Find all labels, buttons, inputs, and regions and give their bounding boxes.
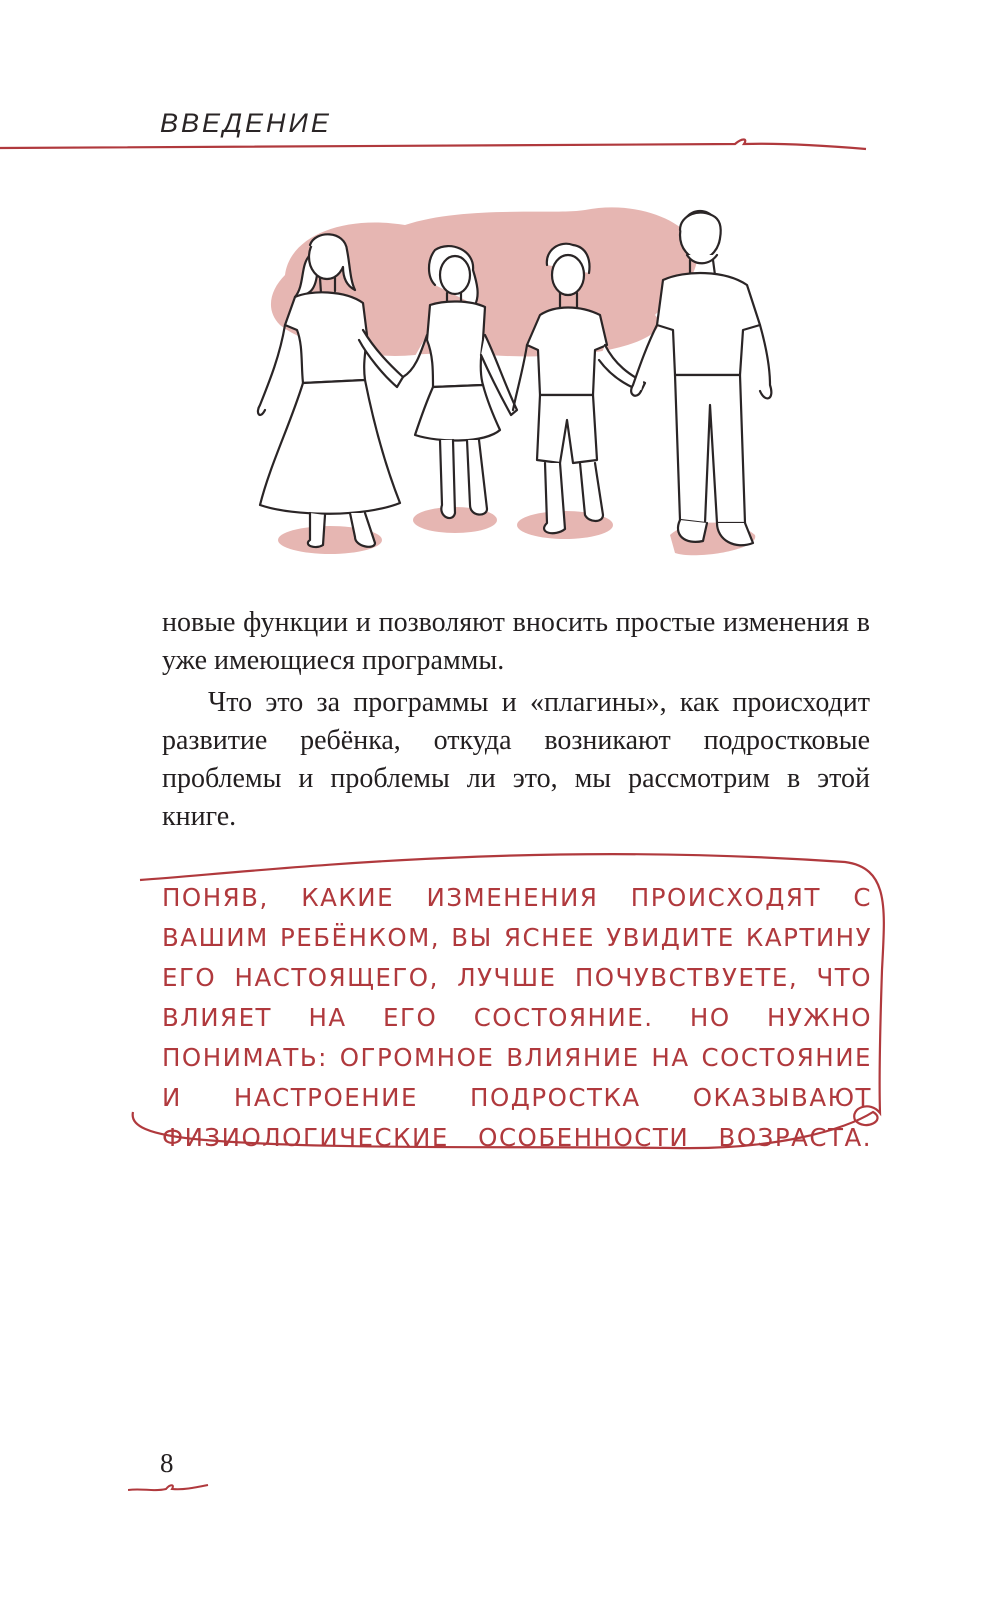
running-head-title: ВВЕДЕНИЕ [160, 108, 332, 138]
callout-text: ПОНЯВ, КАКИЕ ИЗМЕНЕНИЯ ПРОИСХОДЯТ С ВАШИМ РЕБЁНКОМ, ВЫ ЯСНЕЕ УВИДИТЕ КАРТИНУ ЕГО НАСТОЯЩЕГО, ЛУЧШЕ ПОЧУВСТВУЕТЕ, ЧТО ВЛИЯЕТ НА ЕГО СОСТОЯНИЕ. НО НУЖНО ПОНИМАТЬ: ОГРОМНОЕ ВЛИЯНИЕ НА СОСТОЯНИЕ И НАСТРОЕНИЕ ПОДРОСТКА ОКАЗЫВАЮТ ФИЗИОЛОГИЧЕСКИЕ ОСОБЕННОСТИ ВОЗРАСТА. [162, 883, 872, 1152]
header-rule [0, 132, 880, 158]
body-paragraph-2: Что это за программы и «плагины», как происходит развитие ребёнка, откуда возникают подростковые проблемы и проблемы ли это, мы рассмотрим в этой книге. [162, 687, 870, 832]
family-illustration [255, 205, 785, 575]
footer-flourish [128, 1478, 218, 1498]
page-number: 8 [160, 1448, 174, 1478]
body-paragraph-1: новые функции и позволяют вносить простые изменения в уже имеющиеся программы. [162, 607, 870, 676]
